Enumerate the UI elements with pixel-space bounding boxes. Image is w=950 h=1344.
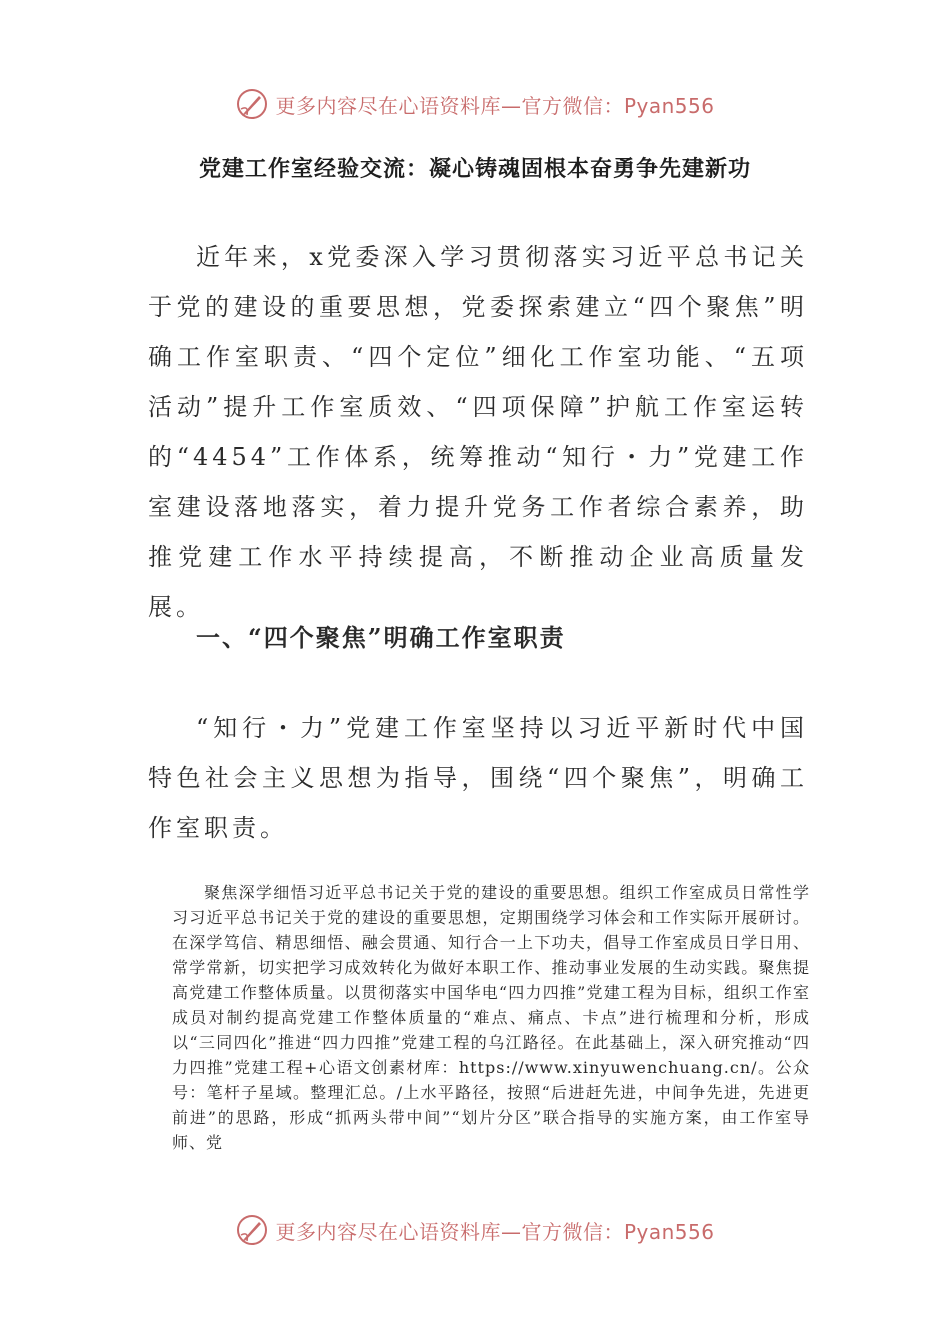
watermark-text: 更多内容尽在心语资料库—官方微信：Pyan556: [275, 1219, 715, 1244]
watermark-text: 更多内容尽在心语资料库—官方微信：Pyan556: [275, 93, 715, 118]
quill-pen-logo-icon: [235, 1213, 269, 1247]
watermark-header: [0, 84, 950, 124]
section-1-detail-paragraph: 聚焦深学细悟习近平总书记关于党的建设的重要思想。组织工作室成员日常性学习习近平总书记关于党的建设的重要思想，定期围绕学习体会和工作实际开展研讨。在深学笃信、精思细悟、融会贯通、知行合一上下功夫，倡导工作室成员日学日用、常学常新，切实把学习成效转化为做好本职工作、推动事业发展的生动实践。聚焦提高党建工作整体质量。以贯彻落实中国华电“四力四推”党建工程为目标，组织工作室成员对制约提高党建工作整体质量的“难点、痛点、卡点”进行梳理和分析，形成以“三同四化”推进“四力四推”党建工程的乌江路径。在此基础上，深入研究推动“四力四推”党建工程+心语文创素材库：https://www.xinyuwenchuang.cn/。公众号：笔杆子星域。整理汇总。/上水平路径，按照“后进赶先进，中间争先进，先进更前进”的思路，形成“抓两头带中间”“划片分区”联合指导的实施方案，由工作室导师、党: [172, 883, 810, 1152]
intro-paragraph: 近年来，x党委深入学习贯彻落实习近平总书记关于党的建设的重要思想，党委探索建立“四个聚焦”明确工作室职责、“四个定位”细化工作室功能、“五项活动”提升工作室质效、“四项保障”护航工作室运转的“4454”工作体系，统筹推动“知行・力”党建工作室建设落地落实，着力提升党务工作者综合素养，助推党建工作水平持续提高，不断推动企业高质量发展。: [148, 243, 808, 621]
section-heading-1: 一、“四个聚焦”明确工作室职责: [196, 623, 566, 652]
section-1-paragraph: “知行・力”党建工作室坚持以习近平新时代中国特色社会主义思想为指导，围绕“四个聚焦”，明确工作室职责。: [148, 714, 808, 842]
watermark-footer: [0, 1210, 950, 1250]
quill-pen-logo-icon: [235, 87, 269, 121]
document-title: 党建工作室经验交流：凝心铸魂固根本奋勇争先建新功: [198, 156, 751, 182]
